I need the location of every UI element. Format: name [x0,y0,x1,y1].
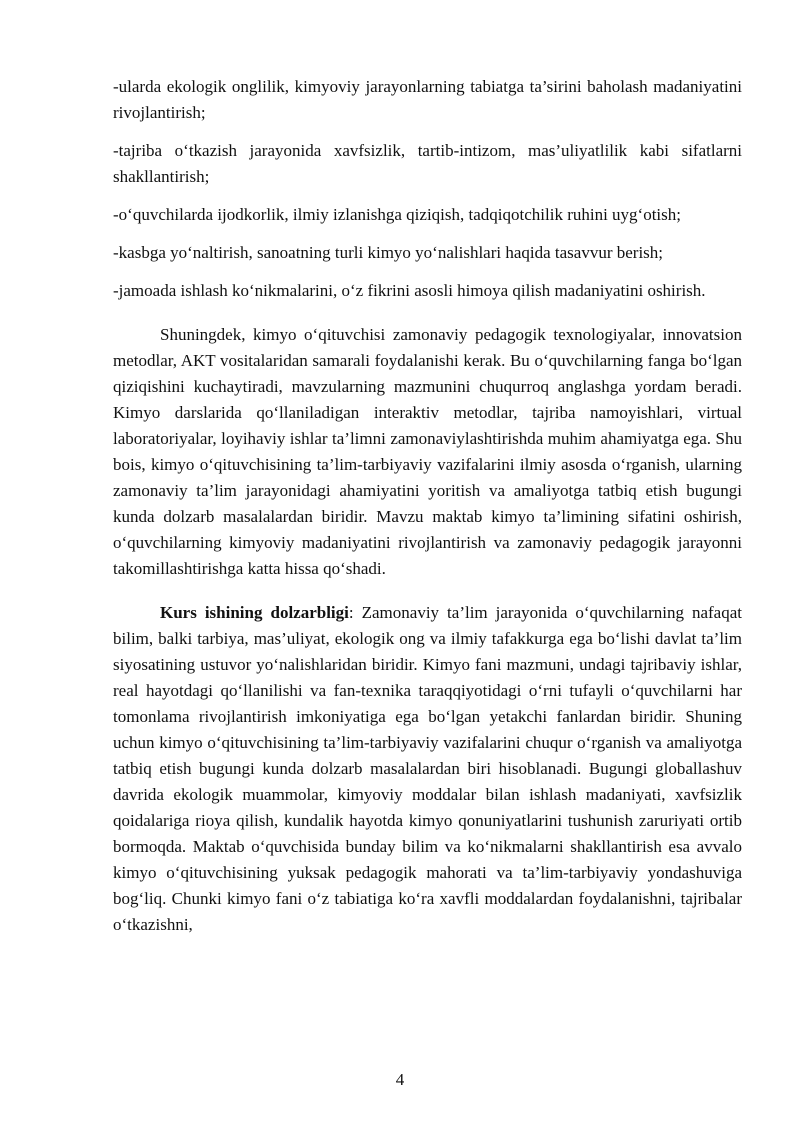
document-page [113,74,742,950]
list-item: -jamoada ishlash ko‘nikmalarini, o‘z fikrini asosli himoya qilish madaniyatini oshirish. [113,281,706,300]
term-separator: : [348,603,354,622]
list-item: -o‘quvchilarda ijodkorlik, ilmiy izlanishga qiziqish, tadqiqotchilik ruhini uyg‘otish; [113,205,681,224]
page-number: 4 [395,1070,405,1089]
list-item: -tajriba o‘tkazish jarayonida xavfsizlik, tartib-intizom, mas’uliyatlilik kabi sifatlarni shakllantirish; [113,141,742,186]
section-term: Kurs ishining dolzarbligi [160,603,349,622]
relevance-text: Zamonaviy ta’lim jarayonida o‘quvchilarning nafaqat bilim, balki tarbiya, mas’uliyat, ekologik ong va ilmiy tafakkurga ega bo‘lishi davlat ta’lim siyosatining ustuvor yo‘nalishlaridan biridir. Kimyo fani mazmuni, undagi tajribaviy ishlar, real hayotdagi qo‘llanilishi va fan-texnika taraqqiyotidagi o‘rni tufayli o‘quvchilarni har tomonlama rivojlantirish imkoniyatiga ega bo‘lgan yetakchi fanlardan biridir. Shuning uchun kimyo o‘qituvchisining ta’lim-tarbiyaviy vazifalarini chuqur o‘rganish va amaliyotga tatbiq etish bugungi kunda dolzarb masalalardan biri hisoblanadi. Bugungi globallashuv davrida ekologik muammolar, kimyoviy moddalar bilan ishlash madaniyati, xavfsizlik qoidalariga rioya qilish, kundalik hayotda kimyo qonuniyatlarini tushunish zaruriyati ortib bormoqda. Maktab o‘quvchisida bunday bilim va ko‘nikmalarni shakllantirish esa avvalo kimyo o‘qituvchisining yuksak pedagogik mahorati va ta’lim-tarbiyaviy yondashuviga bog‘liq. Chunki kimyo fani o‘z tabiatiga ko‘ra xavfli moddalardan foydalanishni, tajribalar o‘tkazishni, [113,603,742,934]
list-item: -ularda ekologik onglilik, kimyoviy jarayonlarning tabiatga ta’sirini baholash madaniyatini rivojlantirish; [113,77,742,122]
body-paragraph: Shuningdek, kimyo o‘qituvchisi zamonaviy pedagogik texnologiyalar, innovatsion metodlar, AKT vositalaridan samarali foydalanishi kerak. Bu o‘quvchilarning fanga bo‘lgan qiziqishini kuchaytiradi, mavzularning mazmunini chuqurroq anglashga yordam beradi. Kimyo darslarida qo‘llaniladigan interaktiv metodlar, tajriba namoyishlari, virtual laboratoriyalar, loyihaviy ishlar ta’limni zamonaviylashtirishda muhim ahamiyatga ega. Shu bois, kimyo o‘qituvchisining ta’lim-tarbiyaviy vazifalarini ilmiy asosda o‘rganish, ularning zamonaviy ta’lim jarayonidagi ahamiyatini yoritish va amaliyotga tatbiq etish bugungi kunda dolzarb masalalardan biridir. Mavzu maktab kimyo ta’limining sifatini oshirish, o‘quvchilarning kimyoviy madaniyatini rivojlantirish va zamonaviy pedagogik jarayonni takomillashtirishga katta hissa qo‘shadi. [113,325,742,578]
list-item: -kasbga yo‘naltirish, sanoatning turli kimyo yo‘nalishlari haqida tasavvur berish; [113,243,664,262]
relevance-paragraph [113,600,742,938]
